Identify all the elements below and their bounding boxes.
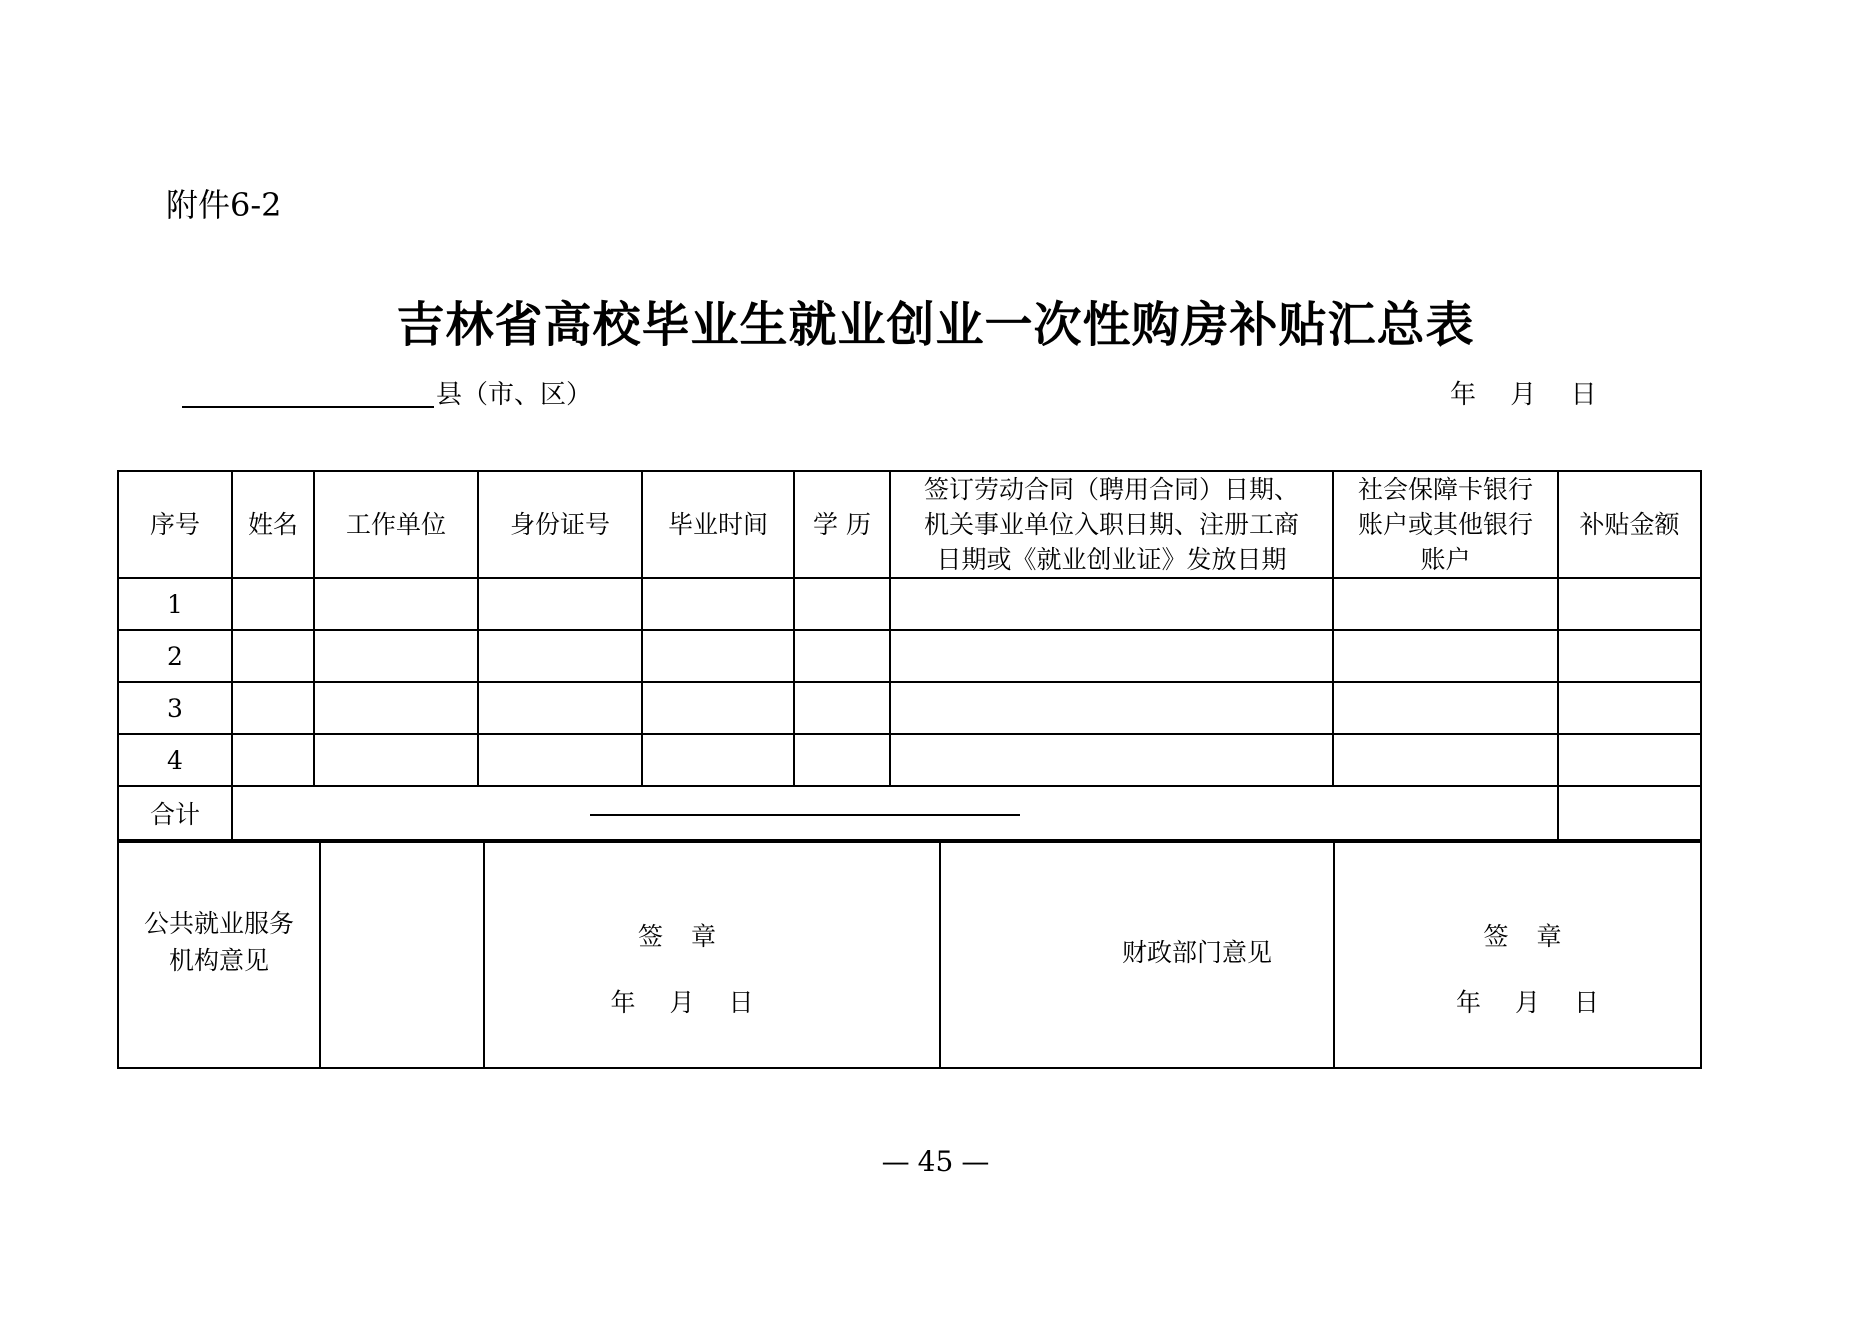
date-year-label: 年 [1450,380,1477,410]
cell-seq: 2 [118,630,232,682]
col-header-work-unit: 工作单位 [314,471,478,578]
cell-subsidy-amount [1558,578,1701,630]
employment-service-line-2: 机构意见 [168,946,269,975]
cell-name [232,734,314,786]
cell-education [794,734,890,786]
seal-date [1456,985,1599,1021]
seal-date [611,985,754,1021]
cell-contract-date [890,630,1333,682]
cell-contract-date [890,578,1333,630]
cell-work-unit [314,682,478,734]
date-year-label: 年 [1456,988,1482,1017]
cell-contract-date [890,682,1333,734]
cell-graduation-time [642,578,794,630]
contract-date-line-1: 签订劳动合同（聘用合同）日期、 [923,475,1299,504]
cell-seq: 1 [118,578,232,630]
cell-seq: 3 [118,682,232,734]
col-header-name: 姓名 [232,471,314,578]
cell-subsidy-amount [1558,734,1701,786]
col-header-seq: 序号 [118,471,232,578]
table-row [118,578,1701,630]
contract-date-line-3: 日期或《就业创业证》发放日期 [936,545,1287,574]
cell-contract-date [890,734,1333,786]
cell-work-unit [314,630,478,682]
date-day-label: 日 [1573,988,1599,1017]
county-fill-blank [182,406,434,408]
cell-id-number [478,734,642,786]
report-date [1450,374,1597,411]
bank-account-line-1: 社会保障卡银行 [1357,475,1533,504]
document-title: 吉林省高校毕业生就业创业一次性购房补贴汇总表 [396,297,1475,353]
col-header-bank-account [1333,471,1558,578]
cell-name [232,578,314,630]
approval-table [117,841,1702,1069]
cell-work-unit [314,578,478,630]
employment-service-label [118,842,320,1068]
page-number-value: 45 [917,1145,954,1178]
cell-education [794,630,890,682]
col-header-subsidy-amount: 补贴金额 [1558,471,1701,578]
employment-service-seal [484,842,940,1068]
contract-date-line-2: 机关事业单位入职日期、注册工商 [923,510,1299,539]
cell-id-number [478,682,642,734]
employment-service-opinion [320,842,484,1068]
approval-row [118,842,1701,1068]
seal-label: 签 章 [1483,922,1572,951]
employment-service-line-1: 公共就业服务 [143,909,294,938]
col-header-graduation-time: 毕业时间 [642,471,794,578]
cell-seq: 4 [118,734,232,786]
county-label: 县（市、区） [436,380,593,410]
table-row [118,682,1701,734]
bank-account-line-3: 账户 [1420,545,1471,574]
page-number [0,1145,1871,1178]
table-row [118,630,1701,682]
cell-bank-account [1333,578,1558,630]
total-amount [1558,786,1701,840]
page-dash-left: — [881,1145,910,1178]
cell-name [232,682,314,734]
table-row [118,734,1701,786]
subsidy-summary-table [117,470,1702,841]
finance-department-label [940,842,1334,1068]
cell-bank-account [1333,682,1558,734]
total-dash-line [590,814,1020,816]
finance-label-text: 财政部门意见 [1121,938,1272,967]
cell-subsidy-amount [1558,682,1701,734]
col-header-id-number: 身份证号 [478,471,642,578]
col-header-education: 学 历 [794,471,890,578]
cell-name [232,630,314,682]
finance-department-seal [1334,842,1701,1068]
cell-education [794,578,890,630]
date-day-label: 日 [1570,380,1597,410]
cell-graduation-time [642,630,794,682]
attachment-label: 附件6-2 [166,186,282,224]
date-year-label: 年 [610,988,636,1017]
cell-subsidy-amount [1558,630,1701,682]
cell-id-number [478,578,642,630]
total-label: 合计 [118,786,232,840]
page-dash-right: — [961,1145,990,1178]
cell-graduation-time [642,682,794,734]
table-header-row [118,471,1701,578]
date-day-label: 日 [728,988,754,1017]
date-month-label: 月 [669,988,695,1017]
cell-work-unit [314,734,478,786]
bank-account-line-2: 账户或其他银行 [1357,510,1533,539]
col-header-contract-date [890,471,1333,578]
seal-label: 签 章 [638,922,726,951]
total-row [118,786,1701,840]
total-placeholder [232,786,1558,840]
date-month-label: 月 [1514,988,1540,1017]
cell-id-number [478,630,642,682]
cell-bank-account [1333,630,1558,682]
cell-education [794,682,890,734]
cell-bank-account [1333,734,1558,786]
date-month-label: 月 [1510,380,1537,410]
cell-graduation-time [642,734,794,786]
